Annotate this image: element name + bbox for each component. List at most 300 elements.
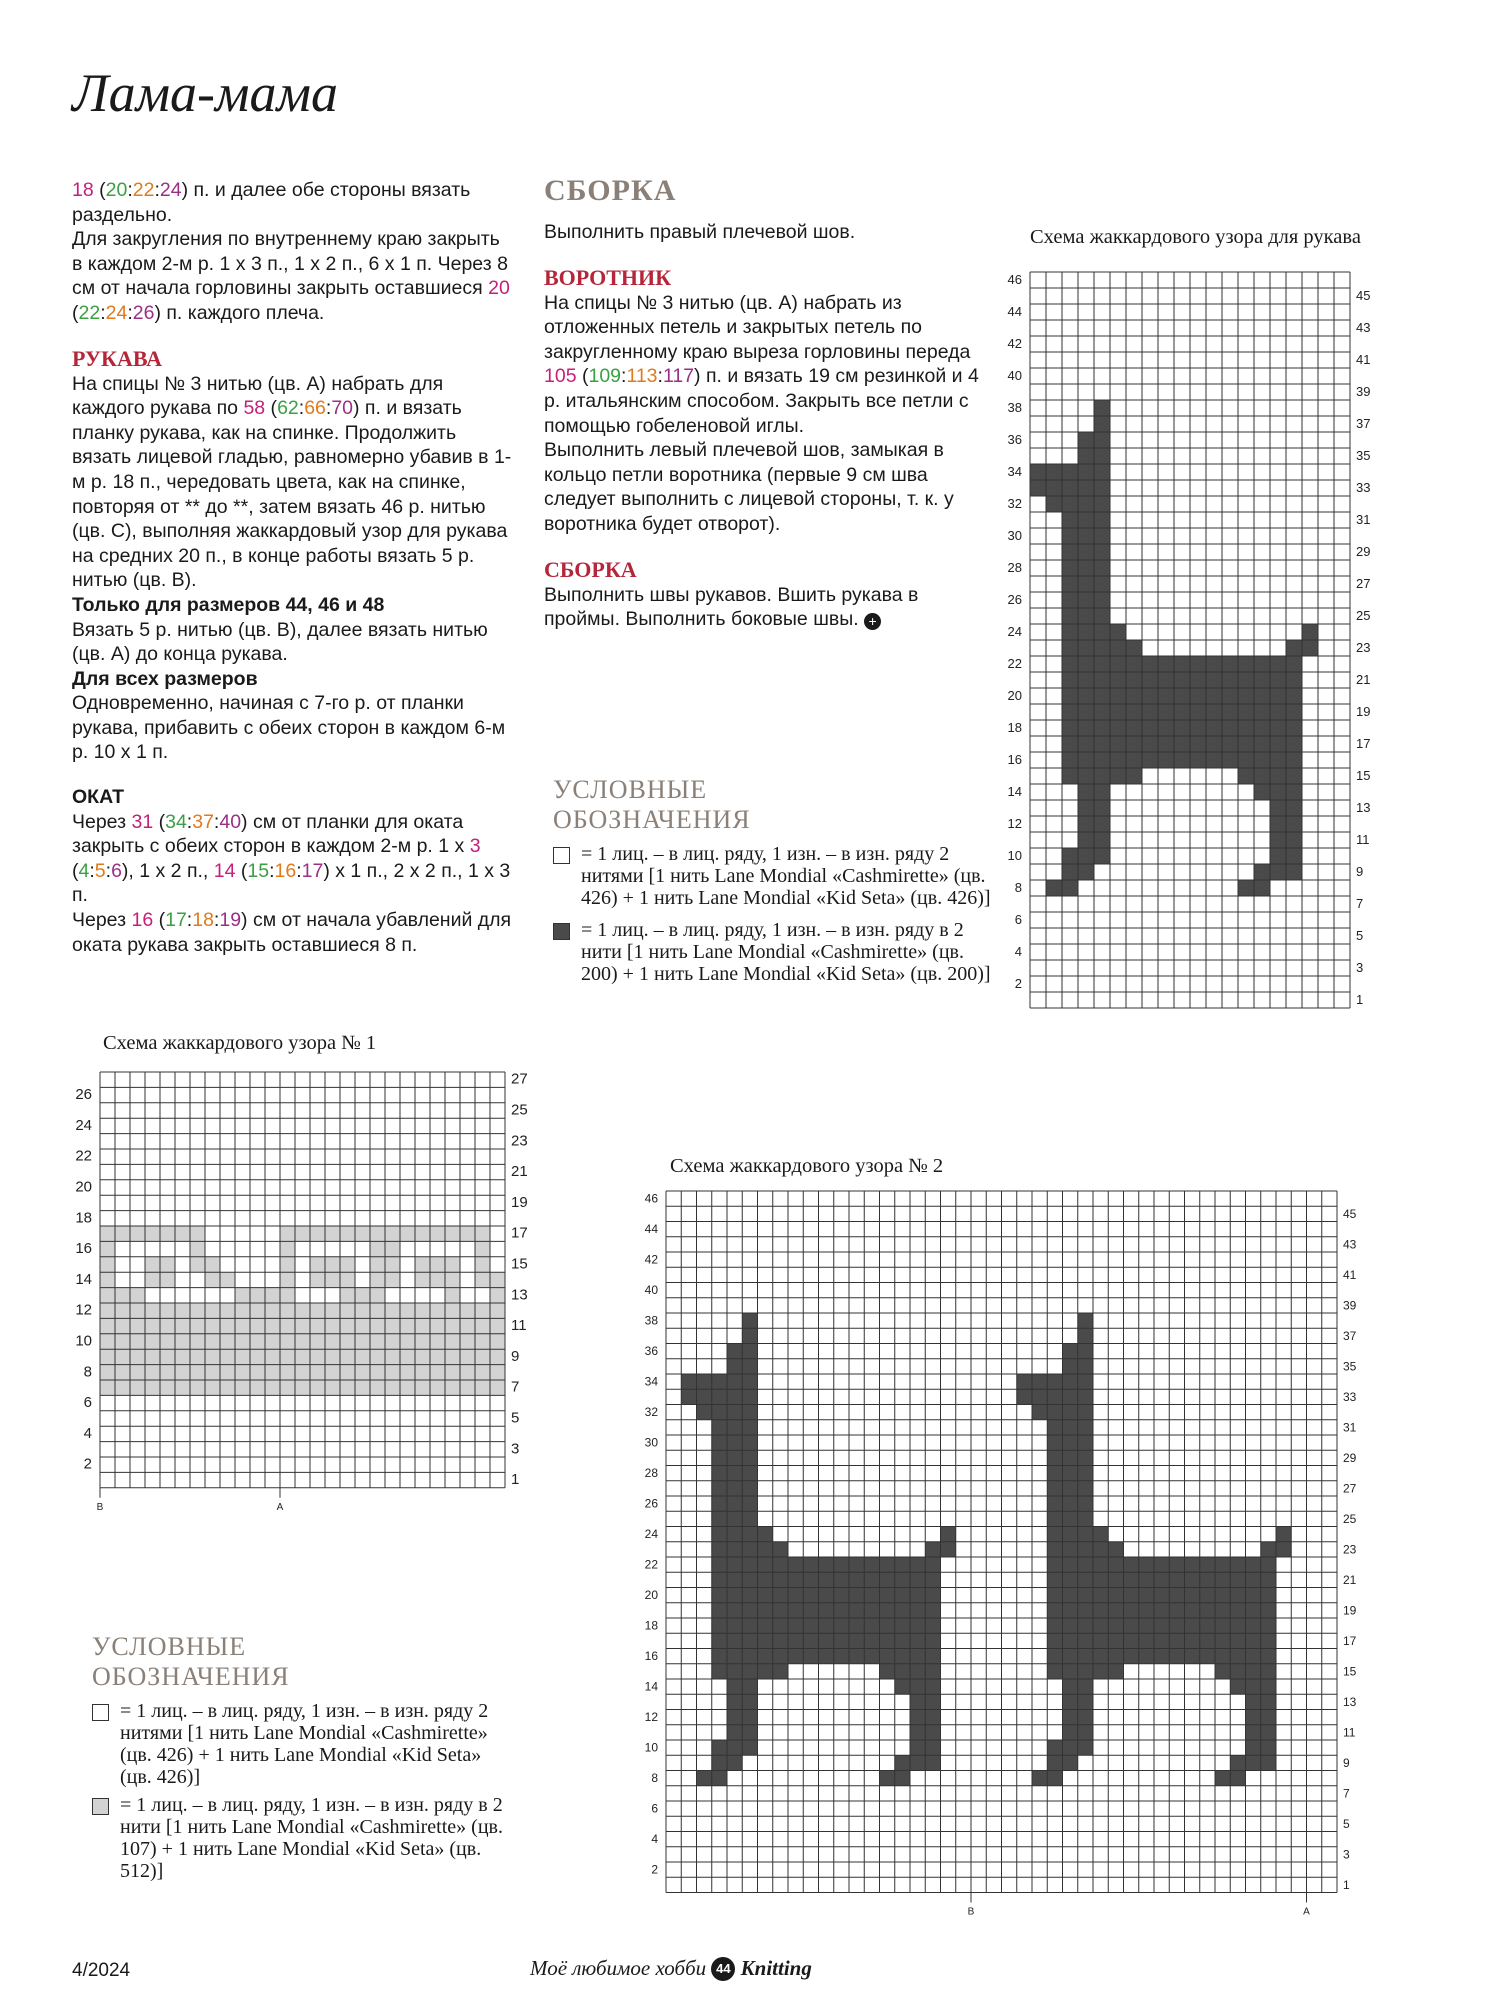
p1-marker-label: В — [96, 1501, 104, 1513]
p1-cell — [130, 1380, 145, 1395]
p1-cell — [445, 1226, 460, 1241]
p1-cell — [340, 1272, 355, 1287]
p2-cell — [1047, 1542, 1062, 1557]
p2-cell — [1078, 1420, 1093, 1435]
p2-cell — [1261, 1694, 1276, 1709]
sleeves-heading: РУКАВА — [72, 345, 163, 371]
p1-cell — [370, 1303, 385, 1318]
p2-cell — [727, 1527, 742, 1542]
p2-cell — [1108, 1572, 1123, 1587]
sleeve-cell — [1046, 480, 1062, 496]
sleeve-cell — [1190, 704, 1206, 720]
p2-cell — [1215, 1664, 1230, 1679]
p1-cell — [490, 1272, 505, 1287]
sleeve-cell — [1286, 864, 1302, 880]
sleeve-cell — [1254, 704, 1270, 720]
sleeve-cell — [1062, 560, 1078, 576]
p1-cell — [340, 1226, 355, 1241]
p1-cell — [205, 1349, 220, 1364]
sleeve-cell — [1030, 464, 1046, 480]
p2-cell — [742, 1633, 757, 1648]
p2-cell — [910, 1572, 925, 1587]
p1-cell — [100, 1272, 115, 1287]
sleeve-row-label: 21 — [1356, 672, 1371, 687]
sleeve-cell — [1270, 688, 1286, 704]
p1-cell — [460, 1380, 475, 1395]
p2-cell — [1093, 1649, 1108, 1664]
p2-row-label: 20 — [644, 1588, 658, 1603]
p2-cell — [773, 1603, 788, 1618]
p2-cell — [758, 1588, 773, 1603]
p2-cell — [910, 1633, 925, 1648]
p2-cell — [803, 1603, 818, 1618]
p1-cell — [340, 1288, 355, 1303]
p1-cell — [355, 1365, 370, 1380]
sleeve-cell — [1094, 640, 1110, 656]
p2-cell — [681, 1374, 696, 1389]
p2-cell — [1185, 1588, 1200, 1603]
p1-cell — [160, 1272, 175, 1287]
sleeve-cell — [1238, 880, 1254, 896]
p2-cell — [1032, 1405, 1047, 1420]
sleeve-cell — [1142, 672, 1158, 688]
p2-cell — [849, 1572, 864, 1587]
p2-cell — [1108, 1618, 1123, 1633]
sleeve-row-label: 8 — [1014, 880, 1022, 895]
p2-cell — [1063, 1435, 1078, 1450]
p1-cell — [220, 1380, 235, 1395]
p2-row-label: 38 — [644, 1313, 658, 1328]
p2-cell — [1063, 1740, 1078, 1755]
sleeve-cell — [1206, 688, 1222, 704]
sleeve-cell — [1286, 752, 1302, 768]
p1-cell — [355, 1226, 370, 1241]
sleeve-cell — [1062, 688, 1078, 704]
sleeve-cell — [1158, 704, 1174, 720]
p2-cell — [895, 1557, 910, 1572]
sleeve-cell — [1110, 720, 1126, 736]
column-2 — [544, 174, 994, 632]
sleeve-cell — [1110, 640, 1126, 656]
p2-cell — [788, 1557, 803, 1572]
p2-row-label: 19 — [1343, 1603, 1357, 1618]
p1-cell — [250, 1365, 265, 1380]
sleeve-cell — [1222, 704, 1238, 720]
p2-row-label: 34 — [644, 1374, 658, 1389]
p1-cell — [280, 1241, 295, 1256]
p2-cell — [1063, 1527, 1078, 1542]
p2-cell — [773, 1572, 788, 1587]
p2-cell — [1093, 1557, 1108, 1572]
p2-cell — [803, 1572, 818, 1587]
p2-cell — [742, 1511, 757, 1526]
sleeve-cell — [1078, 640, 1094, 656]
p1-cell — [100, 1241, 115, 1256]
p2-cell — [1215, 1572, 1230, 1587]
sleeve-cell — [1174, 704, 1190, 720]
sleeve-cell — [1078, 576, 1094, 592]
p2-cell — [834, 1618, 849, 1633]
p1-row-label: 18 — [75, 1209, 92, 1227]
p1-cell — [295, 1303, 310, 1318]
p2-cell — [1215, 1603, 1230, 1618]
footer-brand — [530, 1956, 812, 1981]
p2-cell — [1093, 1618, 1108, 1633]
p2-cell — [758, 1649, 773, 1664]
p1-cell — [265, 1288, 280, 1303]
p1-cell — [460, 1349, 475, 1364]
p1-row-label: 25 — [511, 1101, 528, 1119]
p2-cell — [1063, 1496, 1078, 1511]
p2-cell — [1246, 1679, 1261, 1694]
sleeve-row-label: 15 — [1356, 768, 1371, 783]
p2-cell — [712, 1557, 727, 1572]
sleeve-cell — [1062, 736, 1078, 752]
p2-cell — [727, 1710, 742, 1725]
sleeve-cell — [1094, 400, 1110, 416]
p2-cell — [895, 1618, 910, 1633]
p1-cell — [325, 1334, 340, 1349]
p1-cell — [160, 1380, 175, 1395]
sleeve-row-label: 11 — [1356, 832, 1370, 847]
p1-cell — [295, 1349, 310, 1364]
p1-cell — [400, 1334, 415, 1349]
paragraph-collar: На спицы № 3 нитью (цв. А) набрать из отложенных петель и закрытых петель по закругленному краю выреза горловины переда 105 (109:113:117) п. и вязать 19 см резинкой и 4 р. итальянским способом. Закрыть все петли с помощью гобеленовой иглы. — [544, 291, 979, 437]
sleeve-cell — [1062, 640, 1078, 656]
sleeve-row-label: 25 — [1356, 608, 1371, 623]
p2-cell — [758, 1572, 773, 1587]
p2-row-label: 15 — [1343, 1664, 1357, 1679]
p2-cell — [727, 1679, 742, 1694]
p1-cell — [205, 1334, 220, 1349]
p2-cell — [1261, 1572, 1276, 1587]
p1-cell — [115, 1334, 130, 1349]
sleeve-cell — [1254, 880, 1270, 896]
p2-cell — [788, 1633, 803, 1648]
sleeve-row-label: 34 — [1007, 464, 1022, 479]
p2-cell — [727, 1694, 742, 1709]
p2-cell — [1078, 1466, 1093, 1481]
p1-cell — [280, 1288, 295, 1303]
sleeve-cell — [1078, 848, 1094, 864]
p1-cell — [415, 1272, 430, 1287]
p2-cell — [1230, 1755, 1245, 1770]
p1-row-label: 1 — [511, 1471, 520, 1489]
p1-cell — [295, 1226, 310, 1241]
legend-top-heading-1: УСЛОВНЫЕ — [553, 775, 708, 804]
p2-cell — [1093, 1542, 1108, 1557]
p1-row-label: 6 — [83, 1394, 92, 1412]
p1-cell — [190, 1318, 205, 1333]
sleeve-row-label: 35 — [1356, 448, 1371, 463]
p2-cell — [925, 1649, 940, 1664]
sleeve-cell — [1094, 704, 1110, 720]
p2-cell — [895, 1603, 910, 1618]
p2-cell — [925, 1542, 940, 1557]
sleeve-cell — [1286, 688, 1302, 704]
sleeve-cell — [1062, 576, 1078, 592]
p2-cell — [712, 1374, 727, 1389]
p2-cell — [1063, 1466, 1078, 1481]
sleeve-cell — [1126, 688, 1142, 704]
sleeve-cell — [1062, 848, 1078, 864]
sleeve-cell — [1142, 736, 1158, 752]
p1-cell — [310, 1257, 325, 1272]
p1-cell — [325, 1365, 340, 1380]
p1-cell — [100, 1288, 115, 1303]
sleeve-row-label: 39 — [1356, 384, 1371, 399]
sleeve-cell — [1270, 752, 1286, 768]
p1-cell — [235, 1365, 250, 1380]
p2-cell — [1230, 1664, 1245, 1679]
p2-cell — [1276, 1542, 1291, 1557]
p1-cell — [265, 1303, 280, 1318]
p2-cell — [742, 1450, 757, 1465]
p2-cell — [1078, 1313, 1093, 1328]
p2-cell — [1246, 1710, 1261, 1725]
p1-row-label: 26 — [75, 1086, 92, 1104]
p1-cell — [430, 1349, 445, 1364]
p1-cell — [445, 1272, 460, 1287]
sleeve-cell — [1030, 480, 1046, 496]
p2-cell — [1139, 1618, 1154, 1633]
sleeve-cell — [1206, 656, 1222, 672]
sleeve-cell — [1126, 768, 1142, 784]
p1-cell — [220, 1303, 235, 1318]
sleeve-cell — [1286, 816, 1302, 832]
legend-bottom-heading-2: ОБОЗНАЧЕНИЯ — [92, 1662, 290, 1691]
p2-cell — [941, 1527, 956, 1542]
sleeve-cell — [1078, 624, 1094, 640]
p1-cell — [430, 1318, 445, 1333]
sleeve-cell — [1270, 784, 1286, 800]
sleeve-cell — [1270, 816, 1286, 832]
p2-cell — [1230, 1679, 1245, 1694]
p2-cell — [1047, 1527, 1062, 1542]
p1-cell — [340, 1257, 355, 1272]
sleeve-cell — [1142, 688, 1158, 704]
sleeve-cell — [1094, 432, 1110, 448]
p1-cell — [220, 1365, 235, 1380]
p2-cell — [727, 1603, 742, 1618]
p2-marker-label: А — [1303, 1906, 1310, 1918]
p2-cell — [1063, 1618, 1078, 1633]
sleeve-cell — [1094, 720, 1110, 736]
p2-cell — [849, 1633, 864, 1648]
p2-cell — [1139, 1649, 1154, 1664]
sleeve-cell — [1078, 816, 1094, 832]
p1-cell — [460, 1226, 475, 1241]
sleeve-cell — [1190, 656, 1206, 672]
p1-cell — [415, 1365, 430, 1380]
p2-row-label: 46 — [644, 1191, 658, 1206]
sleeve-cell — [1286, 672, 1302, 688]
p2-cell — [834, 1633, 849, 1648]
p2-cell — [742, 1344, 757, 1359]
sleeve-cell — [1110, 768, 1126, 784]
p2-cell — [1063, 1633, 1078, 1648]
p2-row-label: 30 — [644, 1435, 658, 1450]
p2-cell — [925, 1679, 940, 1694]
p2-cell — [712, 1572, 727, 1587]
p1-cell — [415, 1380, 430, 1395]
p2-cell — [1200, 1572, 1215, 1587]
end-mark-icon: + — [864, 613, 881, 630]
p2-cell — [1078, 1389, 1093, 1404]
p1-cell — [160, 1226, 175, 1241]
p2-row-label: 18 — [644, 1618, 658, 1633]
sleeve-cell — [1238, 704, 1254, 720]
p2-cell — [742, 1588, 757, 1603]
p2-cell — [1139, 1572, 1154, 1587]
p2-cell — [712, 1771, 727, 1786]
p1-cell — [205, 1303, 220, 1318]
p1-cell — [100, 1257, 115, 1272]
sleeve-row-label: 18 — [1007, 720, 1022, 735]
p2-cell — [910, 1557, 925, 1572]
p2-cell — [925, 1710, 940, 1725]
p1-cell — [490, 1318, 505, 1333]
okat-heading: ОКАТ — [72, 786, 125, 809]
paragraph-rounding: Для закругления по внутреннему краю закрыть в каждом 2-м р. 1 х 3 п., 1 х 2 п., 6 х 1 п. Через 8 см от начала горловины закрыть оставшиеся 20 (22:24:26) п. каждого плеча. — [72, 228, 510, 324]
p1-cell — [475, 1272, 490, 1287]
p2-cell — [910, 1710, 925, 1725]
sleeve-cell — [1190, 720, 1206, 736]
sleeve-cell — [1254, 768, 1270, 784]
p1-cell — [400, 1349, 415, 1364]
sleeve-cell — [1190, 672, 1206, 688]
sleeve-cell — [1078, 448, 1094, 464]
p2-cell — [1261, 1588, 1276, 1603]
p1-row-label: 8 — [83, 1363, 92, 1381]
p2-cell — [910, 1755, 925, 1770]
sleeve-row-label: 6 — [1014, 912, 1022, 927]
p2-cell — [1169, 1557, 1184, 1572]
p2-row-label: 29 — [1343, 1450, 1357, 1465]
p2-cell — [1078, 1435, 1093, 1450]
sleeve-chart — [1000, 256, 1400, 1016]
p2-cell — [895, 1588, 910, 1603]
p1-cell — [430, 1380, 445, 1395]
p1-cell — [145, 1272, 160, 1287]
legend-bottom-white: = 1 лиц. – в лиц. ряду, 1 изн. – в изн. ряду 2 нитями [1 нить Lane Mondial «Cashmirette» (цв. 426) + 1 нить Lane Mondial «Kid Seta» (цв. 426)] — [92, 1700, 512, 1788]
p2-cell — [1078, 1374, 1093, 1389]
p2-cell — [1063, 1359, 1078, 1374]
sleeve-row-label: 37 — [1356, 416, 1371, 431]
p2-cell — [1032, 1374, 1047, 1389]
p2-cell — [681, 1389, 696, 1404]
p1-cell — [220, 1334, 235, 1349]
p2-cell — [1169, 1618, 1184, 1633]
p2-cell — [742, 1618, 757, 1633]
paragraph-okat: Через 31 (34:37:40) см от планки для оката закрыть с обеих сторон в каждом 2-м р. 1 х 3 (4:5:6), 1 х 2 п., 14 (15:16:17) х 1 п., 2 х 2 п., 1 х 3 п. — [72, 810, 511, 907]
p1-cell — [220, 1272, 235, 1287]
p2-row-label: 9 — [1343, 1755, 1350, 1770]
p2-cell — [712, 1633, 727, 1648]
sleeve-gridlines — [1030, 272, 1350, 1008]
white-swatch-icon — [92, 1704, 109, 1721]
sleeve-row-label: 32 — [1007, 496, 1022, 511]
p2-row-label: 21 — [1343, 1572, 1357, 1587]
p2-cell — [1108, 1557, 1123, 1572]
p2-cell — [742, 1435, 757, 1450]
legend-bottom-grey: = 1 лиц. – в лиц. ряду, 1 изн. – в изн. ряду в 2 нити [1 нить Lane Mondial «Cashmirette» (цв. 107) + 1 нить Lane Mondial «Kid Seta» (цв. 512)] — [92, 1794, 512, 1882]
sleeve-cell — [1062, 608, 1078, 624]
sleeve-cell — [1062, 768, 1078, 784]
p2-cell — [712, 1588, 727, 1603]
p1-cell — [475, 1334, 490, 1349]
assembly-heading-2: СБОРКА — [544, 556, 637, 582]
sleeve-cell — [1094, 496, 1110, 512]
p2-cell — [1261, 1542, 1276, 1557]
p1-cell — [310, 1272, 325, 1287]
p1-cell — [205, 1365, 220, 1380]
sleeve-row-label: 24 — [1007, 624, 1022, 639]
p2-cell — [1185, 1649, 1200, 1664]
sleeve-cell — [1110, 704, 1126, 720]
p2-cell — [712, 1405, 727, 1420]
p2-cell — [1078, 1664, 1093, 1679]
sleeve-cell — [1270, 800, 1286, 816]
sleeve-row-label: 19 — [1356, 704, 1371, 719]
p2-cell — [925, 1603, 940, 1618]
sleeve-row-label: 7 — [1356, 896, 1364, 911]
p2-cell — [1063, 1511, 1078, 1526]
p2-row-label: 37 — [1343, 1328, 1357, 1343]
p2-cell — [1063, 1344, 1078, 1359]
sleeve-cell — [1238, 656, 1254, 672]
p2-cell — [834, 1649, 849, 1664]
p1-cell — [430, 1257, 445, 1272]
p1-cell — [400, 1226, 415, 1241]
sleeve-cell — [1078, 592, 1094, 608]
p2-cell — [1108, 1633, 1123, 1648]
sleeve-cell — [1286, 832, 1302, 848]
p2-cell — [727, 1511, 742, 1526]
sleeve-cell — [1254, 752, 1270, 768]
p2-cell — [1078, 1344, 1093, 1359]
sleeve-cell — [1142, 752, 1158, 768]
p2-cell — [1047, 1481, 1062, 1496]
sleeve-cell — [1078, 608, 1094, 624]
p2-row-label: 16 — [644, 1649, 658, 1664]
p1-cell — [235, 1380, 250, 1395]
sleeve-cell — [1078, 512, 1094, 528]
p2-cell — [1078, 1649, 1093, 1664]
p2-cell — [880, 1664, 895, 1679]
p1-cell — [325, 1349, 340, 1364]
p2-row-label: 5 — [1343, 1816, 1350, 1831]
p2-cell — [910, 1679, 925, 1694]
p1-cell — [370, 1365, 385, 1380]
p2-cell — [1063, 1588, 1078, 1603]
p1-cell — [415, 1303, 430, 1318]
p2-cell — [712, 1420, 727, 1435]
sleeve-cell — [1094, 480, 1110, 496]
p1-cell — [115, 1380, 130, 1395]
p1-cell — [280, 1334, 295, 1349]
p1-cell — [475, 1349, 490, 1364]
sleeve-cell — [1062, 656, 1078, 672]
sleeve-cell — [1286, 720, 1302, 736]
p2-cell — [742, 1374, 757, 1389]
p2-cell — [880, 1618, 895, 1633]
p2-cell — [742, 1694, 757, 1709]
p2-cell — [712, 1755, 727, 1770]
p1-cell — [250, 1303, 265, 1318]
p2-cell — [742, 1740, 757, 1755]
p1-cell — [475, 1226, 490, 1241]
